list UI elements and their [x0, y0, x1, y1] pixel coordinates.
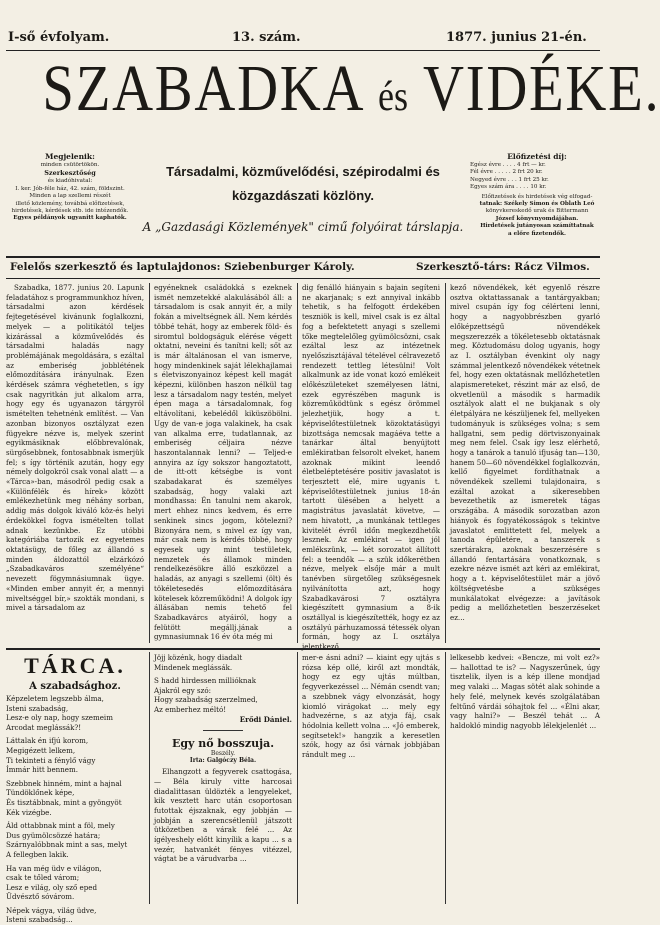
poem-line: Megigézett lelkem,	[6, 745, 76, 755]
poem-line: Képzeletem legszebb álma,	[6, 694, 104, 703]
price-row: Egyes szám ára . . . . 10 kr.	[470, 184, 547, 191]
column-divider	[149, 283, 150, 643]
left-box-line: Minden a lap szellemi részét	[29, 193, 111, 200]
issue-number: 13. szám.	[232, 30, 301, 45]
poem-continuation	[154, 653, 292, 724]
editor-right: Szerkesztő-társ: Rácz Vilmos.	[416, 261, 590, 273]
poem-line: Hogy szabadság szerzelmed,	[154, 695, 258, 705]
article-column-3	[302, 283, 440, 652]
tarca-title: TÁRCA.	[24, 653, 126, 678]
poem-line: Lesz-e oly nap, hogy szemeim	[6, 713, 113, 723]
article-text: egyéneknek családokká s ezeknek ismét nemzetekké alakulásából áll: a társadalom is csak annyit ér, a mily fokán a miveltségnek áll. Nem kérdés többé tehát, hogy az emberek föld- és siromtul boldogságuk elérése végett oktatni, neveini és tanítni kell; sőt az is már általánosan el van ismerve, hogy mindenkinek saját lélekhajlamai s életviszonyainoz képest kell magát képezni, különben haszon nélkül tag lesz a társadalom nagy testén, melyet épen maga a társadalomnak, fog eltávolítani, kebelédől kiküszöbölni. Ugy de van-e joga valakinek, ha csak van alkalma erre, tudatlannak, az emberiség céljaira nézve haszontalannak lenni? — Teljed-e annyira az így sokszor hangoztatott, de itt-ott kétségbe is vont szabadakarat és személyes szabadság, hogy valaki azt mondhassa: Én tanulni nem akarok, mert ehhez nincs kedvem, és erre senkinek sincs jogom, kötelezni? Bizonyára nem, s mivel ez így van, már csak nem is kérdés többé, hogy egyesek ugy mint testületek, nemzetek és államok minden rendelkezésökre álló eszközzel a haladás, az anyagi s szellemi (ölt) és tökéletesedés előmozdítására kötelesek közreműködni! A dolgok így állásában nemis tehető fel Szabadkavárcs atyáiról, hogy a felütött megállj.jának a gymnasiumnak 16 év óta még mi	[154, 283, 292, 642]
subtitle-line-1: Társadalmi, közművelődési, szépirodalmi és	[166, 164, 440, 179]
poem-line: Ímmár hitt bennem.	[6, 765, 78, 775]
masthead-title-a: SZABADKA	[42, 52, 363, 125]
issue-date: 1877. junius 21-én.	[446, 30, 587, 45]
header-rule	[6, 50, 600, 51]
article-text: Szabadka, 1877. junius 20. Lapunk feladatához s programmunkhoz híven, társadalmi azon kérdések fejtegetésével kivánunk foglalkozni, melyek — a politikától teljes kizárással a közművelődés és társadalmi haladás nagy problémájának megoldására, s ezáltal az emberiség jobblétének előmozdítására irányulnak. Ezen kérdések számra véghetetlen, s így csak nagyritkán jut alkalom arra, hogy egy és ugyanazon tárgyról ismételten tehetnénk említést. — Van azonban bizonyos osztályzat ezen fügyekre nézve is, melyek szerint egyikmásiknak előbbrevalónak, sürgősebbnek, fontosabbnak ismerjük fel; s így történik azután, hogy egy némely dolgokról csak vonal alatt — a «Tárca»-ban, másodról pedig csak a «Különfélék és hírek» között emlékezhetünk meg néhány sorban, addig más dolgok kiváló köz-és helyi érdekökkel fogva ismételten tollat adnak kezünkbe. Ez utóbbi kategóriába tartozik ez egyetemes oktatásügy, de főleg az állandó s minden áldozattól elzárkózó „Szabadkaváros személyéne“ nevezett fögymnásiumnak ügye. «Minden ember annyit ér, a mennyi miveltséggel bír,» szokták mondani, s mivel a társadalom az	[6, 283, 144, 613]
right-box-line: Előfizetések és hirdetések vég elfogad-	[481, 193, 593, 200]
poem-line: A fellegben lakik.	[6, 849, 69, 859]
story-subtitle: Beszély.	[210, 750, 236, 758]
story-text: Elhangzott a fegyverek csattogása, — Béla kiruly vitte harcosai diadalittasan üldözték a lengyeleket, kik vesztett harc után csoportosan futottak éjszaknak, egy jobbján — jobbján a szerencsétlenül játszott ütközetben a várak felé ... Az ígélyeshely előtt kinyílik a kapu ... s a vezér, hatvankét fényes vitézzel, vágtat be a várudvarba ...	[154, 767, 292, 864]
article-text: dig fenálló hiányain s bajain segíteni ne akarjanak; s ezt annyival inkább tehetik, s ha felfogott érdekében teszniök is kell, mivel csak is ez által fog a befektetett anyagi s szellemi tőke megtelelőleg gyümölcsözni, csak ezáltal lesz az intézetnek nyelőszisztájával tételével célravezető rendezett tettleg létesülni! Volt alkalmunk az ide vonat kozó emlékeit előkészületeket személyesen látni, ezek egyrészében magunk is közreműködtünk s egész örömmel jelezhetjük, hogy a t. képviselőtestületnek közoktatásügyi bizottsága nemcsak magáéva tette a tanárkar által benyújtott emlékiratban felsorolt elveket, hanem azoknak mikint leendő életbeléptetésére positiv javaslatot is terjesztett elé, mire ugyanis t. képviselőtestületnek junius 18-án tartott ülésében a helyett a magistrátus javaslatát követve, — nem hivatott, „a munkának tettleges kivitelét évről időn megkezdhetők lesznek. Az emlékirat — igen jól emlékszünk, — két sorozatot állított fel: a teendők — a szük időkerétben nézve, melyek elsője már a mult tanévben sürgetőleg szükségesnek nyilvánította azt, hogy Szabadkavárosi 7 osztályra kiegészített gymnasium a 8-ik osztállyal is kiegészítették, hogy ez az osztályú párhuzamossá tétessék olyan formán, hogy az I. osztálya jelentkező...	[302, 283, 440, 652]
poem-line: És tisztábbnak, mint a gyöngyöt	[6, 797, 122, 807]
right-box-line: Hirdetések jutányosan számíttatnak	[480, 223, 594, 230]
left-box-line: Egyes példányok ugyanitt kaphatók.	[13, 215, 127, 222]
poem-line: Szebbnek hinném, mint a hajnal	[6, 778, 122, 788]
poem-line: Tündöklőnek képe,	[6, 788, 75, 798]
right-box-title: Előfizetési díj:	[507, 152, 567, 161]
poem-line: Arcodat meglássák?!	[6, 722, 82, 732]
left-box-line: illető közlemény, továbbá előfizetések,	[15, 200, 125, 207]
story-column-3	[302, 653, 440, 903]
story-text: mer-e ásni adni? — kiaint egy ujtás s rózsa kép ollé, kiről azt mondták, hogy ez egy ujtás múltban, fegyverkezéssel ... Némán csendt van; a szebbnek vágy elvonzását, hogy kiomló virágokat ... mely egy hadvezérne, s az atyja fáj, csak hódolnia kellett volna ... «Jó emberek, segítsetek!» hangzik a keresetlen szók, hogy az ősi várnak jobbjában rándult meg ...	[302, 653, 440, 760]
poem-line: Szárnyalóbbnak mint a sas, melyt	[6, 840, 128, 850]
editor-top-rule	[6, 256, 600, 258]
right-box-line: József könyvnyomdájában.	[495, 215, 579, 222]
left-info-box	[4, 152, 136, 248]
poem-line: Lesz e világ, oly sző eped	[6, 882, 98, 892]
right-box-line: tatnak: Székely Simon és Oblath Leó	[479, 201, 595, 208]
poem-stanza	[6, 694, 144, 732]
subtitle-line-3: A „Gazdasági Közlemények" cimű folyóirat társlapja.	[142, 220, 464, 234]
poem-line: Isteni szabadság,	[6, 703, 69, 713]
tarca-section	[6, 653, 144, 925]
column-divider	[445, 283, 446, 643]
poem-author: Erődi Dániel.	[239, 714, 292, 724]
story-column	[154, 653, 292, 903]
poem-line: Népek vágya, világ üdve,	[6, 905, 97, 915]
article-column-4	[450, 283, 600, 645]
poem-stanza	[6, 736, 144, 774]
story-text-block	[154, 767, 292, 917]
poem-line: Áld ottabbnak mint a föl, mely	[6, 821, 115, 831]
article-text: kező növendékek, két egyenlő részre osztva oktattassanak a tantárgyakban; mivel csupán így fog célérteni lenni, hogy a nagyobbrészben gyarló előképzettségű növendékek megszerezzék a tökéletesebb oktatásnak meg. Köztudomásu dolog ugyanis, hogy az I. osztályban évenkint oly nagy számmal jelentkező növendékek vétetnek fel, hogy ezen oktatásnak mellőzhetetlen alapismereteket, részint már az első, de okvetlenül a második s harmadik osztályok alatt el ne bukjanak s oly életpályára ne készüljenek fel, mellyeken tudományuk is szükséges volna; s sem hallgatni, sem pedig dörtviszonyainak meg nem felel. Csak így lesz elérhető, hogy a tanárok a tanuló ifjuság tan—130, hanem 50—60 növendékkel foglalkozván, kellő figyelmet fordíthatnak a növendékek szellemi tulajdonaira, s ezáltal azokat a sikeresebben bevezethetik az ismeretek tágas országába. A második sorozatban azon hiányok és fogyatékosságok s tekintve javaslatot emlittetett fel, melyek a tanoda épületére, a tanszerek s szertárakra, azoknak beszerzésére s állandó fentartására vonatkoznak, s ezekre nézve ismét azt kéri az emlékirat, hogy a t. képviselőtestület már a jövő költségvetésbe a szükséges munkálatokat elvégezze: a javítások pedig a mellőzhetetlen beszerzéseket ez...	[450, 283, 600, 622]
poem-line: Láttalak én ifjú korom,	[6, 736, 89, 746]
editor-bottom-rule	[6, 278, 600, 279]
poem-stanza	[6, 779, 144, 817]
poem-line: Az emberhez méltó!	[154, 704, 227, 714]
story-author: Irta: Galgóczy Béla.	[189, 757, 257, 765]
story-title: Egy nő bosszuja.	[171, 737, 275, 751]
poem-line: Ti tekinteti a fénylő vágy	[6, 755, 96, 765]
right-box-line: a előre fizetendők.	[508, 230, 566, 237]
column-divider	[445, 652, 446, 904]
poem-line: Üdvésztő sóvárom.	[6, 892, 75, 902]
left-box-title: Megjelenik:	[45, 152, 95, 161]
poem-line: csak te tőled várom;	[6, 873, 80, 883]
right-info-box	[470, 152, 604, 250]
poem-title: A szabadsághoz.	[29, 681, 121, 692]
article-column-2	[154, 283, 292, 645]
left-box-line: és kiadóhivatal:	[47, 178, 93, 185]
poem-line: Ha van még üdv e világon,	[6, 863, 102, 873]
right-box-line: könyvkereskedő urak és Bittermann	[485, 208, 589, 215]
left-box-line: I. ker. Jób-féle ház, 42. szám, földszint.	[15, 185, 125, 192]
poem-line: Kék vizégbe.	[6, 807, 52, 817]
left-box-line: minden csütörtökön.	[40, 162, 100, 168]
masthead-title	[42, 52, 660, 130]
left-box-line: hirdetések, kérdések stb. ide intézendők.	[11, 208, 129, 215]
feuilleton-rule	[6, 648, 600, 650]
poem-line: Isteni szabadság...	[6, 915, 73, 925]
column-divider	[149, 652, 150, 904]
masthead-title-es: és	[378, 74, 409, 120]
poem-line: S hadd hirdessen millióknak	[154, 676, 256, 686]
poem-stanza	[6, 821, 144, 859]
price-row: Negyed évre . . . 1 frt 25 kr.	[470, 176, 549, 183]
poem-line: Mindenek meglássák.	[154, 662, 233, 672]
poem-stanza	[6, 906, 144, 925]
article-column-1	[6, 283, 144, 645]
poem-line: Ajakról egy szó:	[154, 685, 212, 695]
price-row: Fél évre . . . . . 2 frt 20 kr.	[470, 169, 543, 176]
story-text: lelkesebb kedvei: «Bencze, mi volt ez?» — hallottad te is? — Nagyszerűnek, úgy tisztelik, ilyen is a kép illene mondjad meg valaki ... Magas sötét alak sohinde a hely felé, melynek kevés szolgálatában feltűnő várdái sóhajtok fel ... «Élni akar, vagy halni?» — Beszél tehát ... A haldokló mindig nagyobb lélekjelenlét ...	[450, 653, 600, 730]
column-divider	[297, 283, 298, 643]
story-column-4	[450, 653, 600, 903]
poem-stanza	[6, 864, 144, 902]
price-row: Egész évre . . . . 4 frt — kr.	[470, 162, 546, 168]
editor-left: Felelős szerkesztő és laptulajdonos: Sziebenburger Károly.	[10, 261, 355, 273]
subtitle-line-2: közgazdászati közlöny.	[231, 188, 375, 203]
volume-label: I-ső évfolyam.	[8, 30, 110, 45]
column-divider	[297, 652, 298, 904]
masthead-title-b: VIDÉKE.	[422, 52, 660, 125]
poem-line: Dus gyümölcsözzé határa;	[6, 830, 101, 840]
poem-line: Jöjj közénk, hogy diadalt	[154, 653, 243, 662]
left-box-title2: Szerkesztőség	[44, 169, 96, 178]
section-divider	[203, 730, 243, 731]
